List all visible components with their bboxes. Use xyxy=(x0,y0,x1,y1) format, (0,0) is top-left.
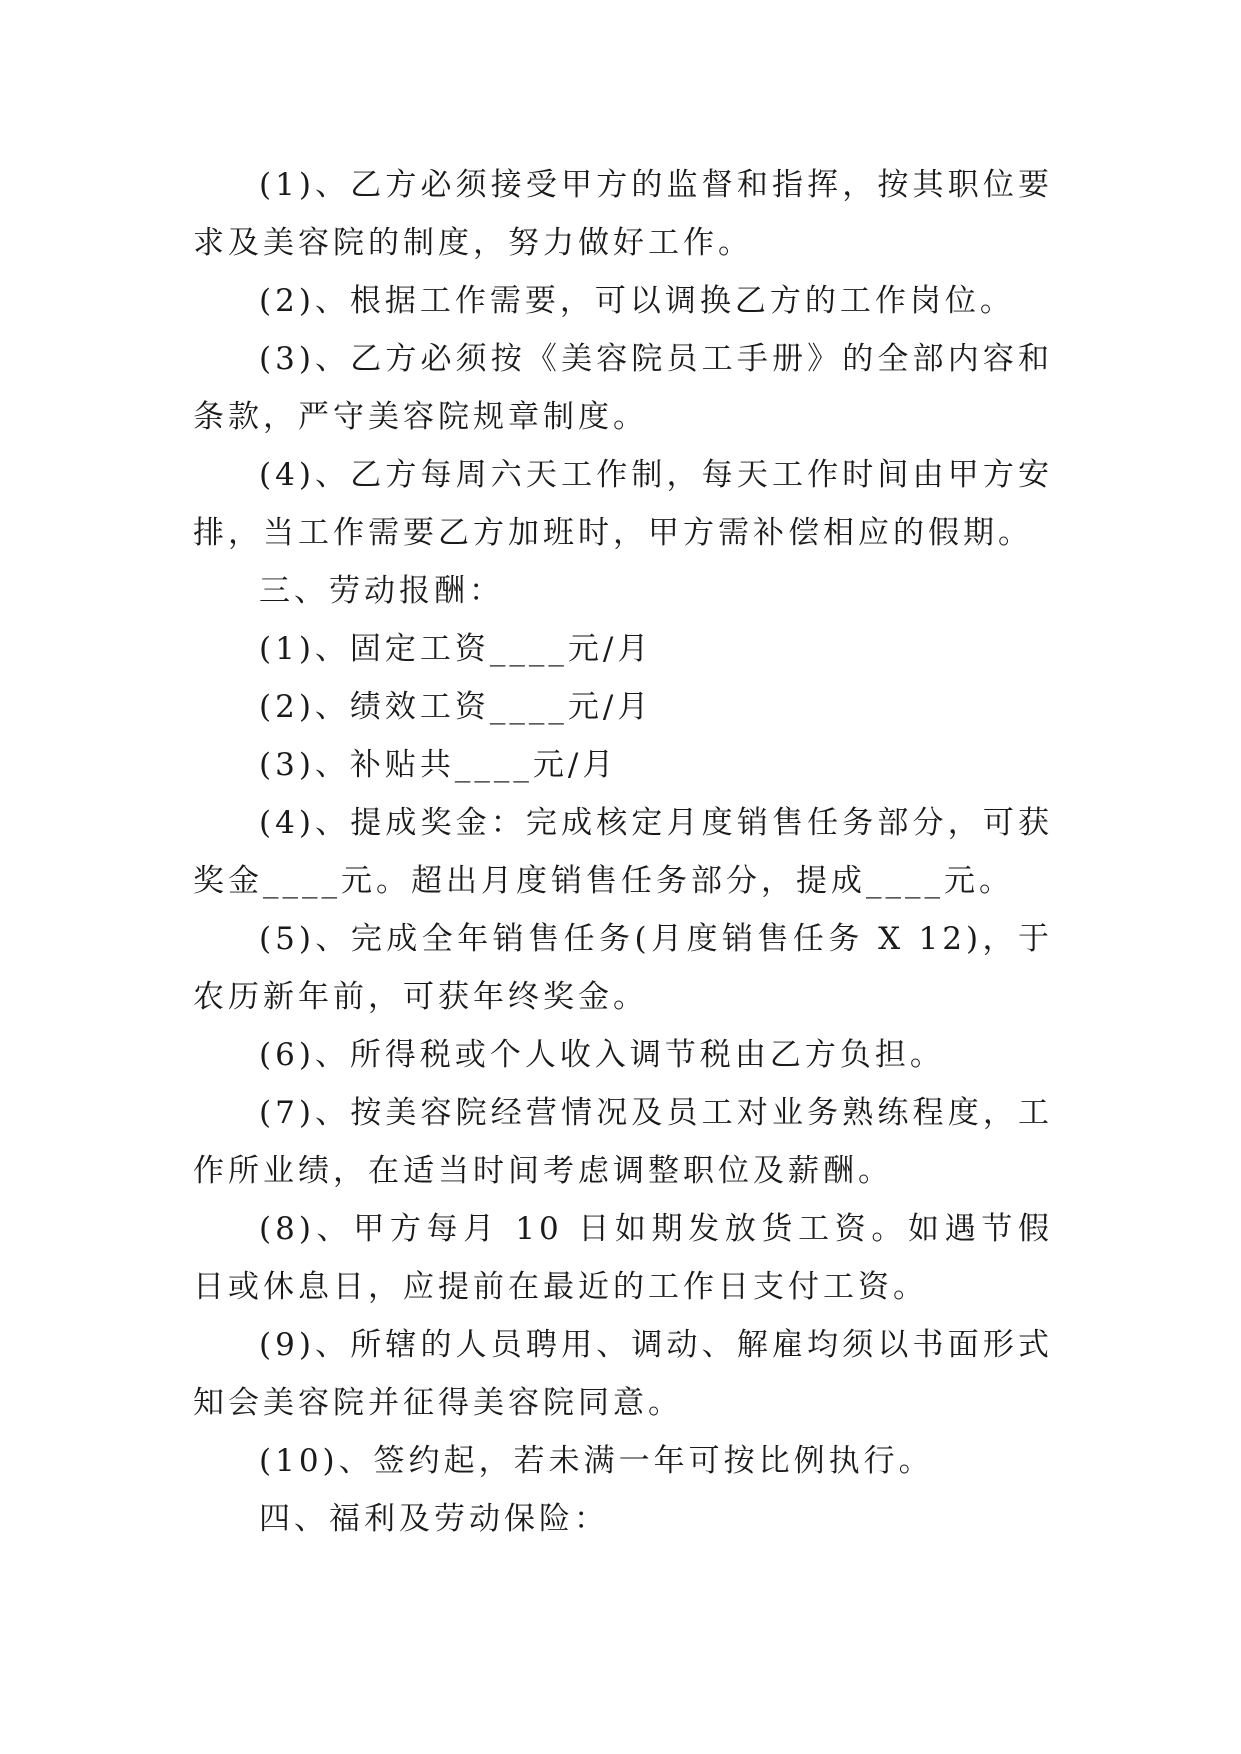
paragraph-commission: (4)、提成奖金：完成核定月度销售任务部分，可获奖金____元。超出月度销售任务部分，提成____元。 xyxy=(193,805,1053,899)
paragraph-4: (4)、乙方每周六天工作制，每天工作时间由甲方安排，当工作需要乙方加班时，甲方需补偿相应的假期。 xyxy=(193,457,1053,551)
paragraph-performance-salary: (2)、绩效工资____元/月 xyxy=(259,689,653,725)
document-page xyxy=(193,156,1053,1548)
section-heading-remuneration: 三、劳动报酬： xyxy=(259,573,504,609)
paragraph-3: (3)、乙方必须按《美容院员工手册》的全部内容和条款，严守美容院规章制度。 xyxy=(193,341,1053,435)
paragraph-income-tax: (6)、所得税或个人收入调节税由乙方负担。 xyxy=(259,1037,945,1073)
paragraph-proration: (10)、签约起，若未满一年可按比例执行。 xyxy=(259,1443,934,1479)
paragraph-fixed-salary: (1)、固定工资____元/月 xyxy=(259,631,653,667)
paragraph-1: (1)、乙方必须接受甲方的监督和指挥，按其职位要求及美容院的制度，努力做好工作。 xyxy=(193,167,1053,261)
paragraph-adjustment: (7)、按美容院经营情况及员工对业务熟练程度，工作所业绩，在适当时间考虑调整职位及薪酬。 xyxy=(193,1095,1053,1189)
paragraph-personnel: (9)、所辖的人员聘用、调动、解雇均须以书面形式知会美容院并征得美容院同意。 xyxy=(193,1327,1053,1421)
paragraph-payday: (8)、甲方每月 10 日如期发放货工资。如遇节假日或休息日，应提前在最近的工作日支付工资。 xyxy=(193,1211,1053,1305)
paragraph-subsidy: (3)、补贴共____元/月 xyxy=(259,747,618,783)
paragraph-annual-bonus: (5)、完成全年销售任务(月度销售任务 X 12)，于农历新年前，可获年终奖金。 xyxy=(193,921,1053,1015)
paragraph-2: (2)、根据工作需要，可以调换乙方的工作岗位。 xyxy=(259,283,1015,319)
section-heading-welfare: 四、福利及劳动保险： xyxy=(259,1501,609,1537)
